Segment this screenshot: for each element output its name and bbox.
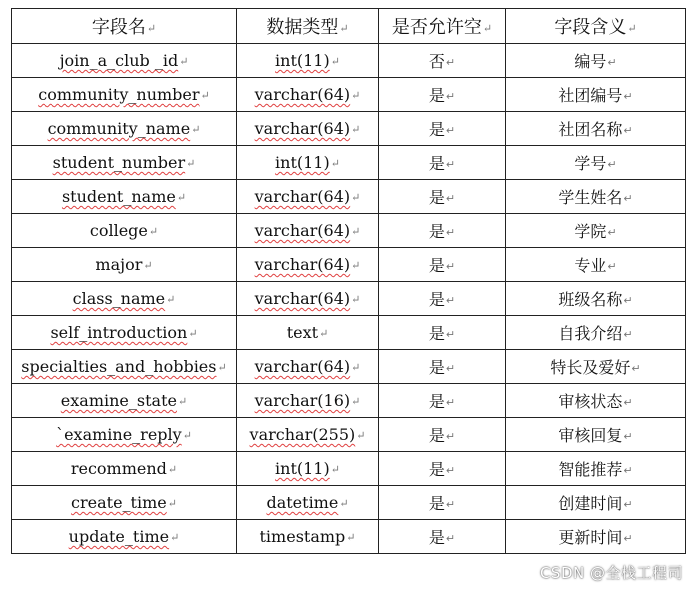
cell-meaning-text: 更新时间 [558, 528, 623, 547]
table-row [12, 214, 686, 248]
cell-meaning [506, 486, 686, 520]
paragraph-mark-icon: ↵ [445, 226, 456, 239]
table-row [12, 486, 686, 520]
cell-meaning [506, 520, 686, 554]
cell-field-name-text: college [89, 221, 148, 240]
cell-data-type-text: varchar(64) [254, 119, 351, 138]
paragraph-mark-icon: ↵ [623, 90, 633, 103]
paragraph-mark-icon: ↵ [346, 531, 356, 544]
header-data-type-label: 数据类型 [266, 17, 339, 38]
cell-data-type-text: timestamp [259, 527, 346, 546]
cell-nullable-text: 是 [428, 358, 445, 377]
cell-field-name [12, 520, 237, 554]
cell-meaning [506, 282, 686, 316]
cell-field-name [12, 146, 237, 180]
paragraph-mark-icon: ↵ [627, 22, 637, 35]
cell-meaning [506, 316, 686, 350]
cell-field-name-text: class_name [72, 289, 166, 308]
cell-meaning-text: 学生姓名 [558, 188, 623, 207]
paragraph-mark-icon: ↵ [146, 22, 157, 35]
paragraph-mark-icon: ↵ [356, 429, 366, 442]
paragraph-mark-icon: ↵ [339, 22, 349, 35]
cell-meaning [506, 452, 686, 486]
header-field-name [12, 9, 237, 44]
paragraph-mark-icon: ↵ [445, 294, 456, 307]
cell-meaning [506, 418, 686, 452]
paragraph-mark-icon: ↵ [623, 328, 633, 341]
cell-field-name-text: major [95, 255, 143, 274]
cell-data-type-text: int(11) [275, 459, 330, 478]
cell-meaning [506, 146, 686, 180]
table-row [12, 112, 686, 146]
cell-field-name [12, 452, 237, 486]
cell-field-name-text: recommend [70, 459, 167, 478]
paragraph-mark-icon: ↵ [351, 361, 361, 374]
cell-meaning-text: 审核状态 [558, 392, 623, 411]
cell-data-type [237, 384, 379, 418]
paragraph-mark-icon: ↵ [445, 498, 456, 511]
cell-nullable [379, 112, 506, 146]
cell-field-name-text: specialties_and_hobbies [21, 357, 217, 376]
table-row [12, 418, 686, 452]
paragraph-mark-icon: ↵ [445, 192, 456, 205]
paragraph-mark-icon: ↵ [179, 55, 189, 68]
table-row [12, 282, 686, 316]
cell-data-type [237, 486, 379, 520]
header-meaning-label: 字段含义 [554, 17, 627, 38]
cell-field-name-text: join_a_club _id [59, 51, 179, 70]
cell-meaning [506, 350, 686, 384]
paragraph-mark-icon: ↵ [351, 225, 361, 238]
paragraph-mark-icon: ↵ [167, 497, 177, 510]
cell-field-name-text: student_name [61, 187, 176, 206]
cell-nullable [379, 180, 506, 214]
paragraph-mark-icon: ↵ [330, 463, 340, 476]
paragraph-mark-icon: ↵ [445, 158, 456, 171]
cell-nullable-text: 是 [428, 392, 445, 411]
cell-field-name-text: examine_state [60, 391, 177, 410]
cell-meaning-text: 智能推荐 [558, 460, 623, 479]
cell-nullable [379, 350, 506, 384]
cell-nullable [379, 452, 506, 486]
paragraph-mark-icon: ↵ [351, 89, 361, 102]
paragraph-mark-icon: ↵ [351, 259, 361, 272]
paragraph-mark-icon: ↵ [445, 430, 456, 443]
paragraph-mark-icon: ↵ [200, 89, 210, 102]
cell-field-name-text: self_introduction [50, 323, 188, 342]
cell-field-name-text: student_number [52, 153, 186, 172]
cell-meaning [506, 214, 686, 248]
cell-field-name-text: `examine_reply [56, 425, 182, 444]
cell-data-type-text: varchar(64) [254, 221, 351, 240]
paragraph-mark-icon: ↵ [445, 124, 456, 137]
paragraph-mark-icon: ↵ [445, 328, 456, 341]
paragraph-mark-icon: ↵ [445, 90, 456, 103]
cell-data-type-text: varchar(16) [254, 391, 351, 410]
cell-field-name [12, 44, 237, 78]
cell-data-type [237, 112, 379, 146]
cell-field-name [12, 350, 237, 384]
paragraph-mark-icon: ↵ [351, 123, 361, 136]
paragraph-mark-icon: ↵ [186, 157, 196, 170]
cell-meaning [506, 180, 686, 214]
paragraph-mark-icon: ↵ [330, 157, 340, 170]
paragraph-mark-icon: ↵ [177, 395, 188, 408]
cell-meaning-text: 学号 [574, 154, 607, 173]
paragraph-mark-icon: ↵ [607, 158, 617, 171]
cell-data-type-text: varchar(64) [254, 85, 351, 104]
cell-data-type [237, 452, 379, 486]
cell-data-type [237, 316, 379, 350]
cell-data-type [237, 350, 379, 384]
cell-meaning-text: 专业 [574, 256, 607, 275]
cell-field-name [12, 282, 237, 316]
cell-data-type [237, 214, 379, 248]
cell-field-name [12, 180, 237, 214]
cell-nullable-text: 是 [428, 256, 445, 275]
cell-nullable-text: 是 [428, 120, 445, 139]
table-row [12, 180, 686, 214]
cell-meaning-text: 自我介绍 [558, 324, 623, 343]
table-row [12, 146, 686, 180]
header-field-name-label: 字段名 [91, 17, 146, 38]
cell-nullable [379, 384, 506, 418]
paragraph-mark-icon: ↵ [176, 191, 187, 204]
cell-nullable-text: 是 [428, 460, 445, 479]
cell-field-name-text: community_name [47, 119, 191, 138]
cell-nullable [379, 146, 506, 180]
cell-nullable [379, 486, 506, 520]
table-header-row [12, 9, 686, 44]
paragraph-mark-icon: ↵ [445, 464, 456, 477]
paragraph-mark-icon: ↵ [623, 192, 633, 205]
csdn-watermark: CSDN @全栈工程司 [539, 564, 683, 582]
cell-field-name [12, 486, 237, 520]
table-row [12, 316, 686, 350]
paragraph-mark-icon: ↵ [445, 56, 456, 69]
cell-meaning-text: 学院 [574, 222, 607, 241]
cell-nullable-text: 是 [428, 188, 445, 207]
header-data-type [237, 9, 379, 44]
cell-field-name [12, 214, 237, 248]
cell-field-name [12, 112, 237, 146]
cell-meaning [506, 384, 686, 418]
cell-data-type [237, 44, 379, 78]
table-body [12, 44, 686, 554]
cell-nullable [379, 214, 506, 248]
paragraph-mark-icon: ↵ [167, 463, 178, 476]
cell-nullable [379, 78, 506, 112]
cell-meaning [506, 44, 686, 78]
paragraph-mark-icon: ↵ [623, 430, 633, 443]
cell-data-type-text: varchar(64) [254, 357, 351, 376]
cell-nullable-text: 是 [428, 154, 445, 173]
cell-nullable-text: 是 [428, 222, 445, 241]
cell-data-type-text: int(11) [275, 51, 330, 70]
table-row [12, 44, 686, 78]
cell-nullable-text: 是 [428, 290, 445, 309]
cell-nullable-text: 是 [428, 86, 445, 105]
cell-field-name-text: community_number [38, 85, 200, 104]
cell-data-type [237, 282, 379, 316]
cell-nullable [379, 418, 506, 452]
cell-meaning-text: 审核回复 [558, 426, 623, 445]
paragraph-mark-icon: ↵ [182, 429, 192, 442]
cell-field-name-text: update_time [68, 527, 170, 546]
paragraph-mark-icon: ↵ [191, 123, 201, 136]
cell-meaning-text: 特长及爱好 [550, 358, 631, 377]
cell-data-type [237, 180, 379, 214]
paragraph-mark-icon: ↵ [148, 225, 159, 238]
cell-data-type [237, 78, 379, 112]
paragraph-mark-icon: ↵ [623, 124, 633, 137]
table-row [12, 384, 686, 418]
cell-nullable [379, 44, 506, 78]
cell-meaning-text: 编号 [574, 52, 607, 71]
cell-data-type-text: varchar(64) [254, 255, 351, 274]
cell-field-name [12, 248, 237, 282]
paragraph-mark-icon: ↵ [607, 260, 617, 273]
cell-field-name-text: create_time [71, 493, 167, 512]
paragraph-mark-icon: ↵ [623, 532, 633, 545]
cell-nullable [379, 520, 506, 554]
table-row [12, 350, 686, 384]
cell-data-type-text: varchar(64) [254, 187, 351, 206]
cell-nullable-text: 是 [428, 426, 445, 445]
paragraph-mark-icon: ↵ [607, 226, 617, 239]
paragraph-mark-icon: ↵ [351, 191, 361, 204]
paragraph-mark-icon: ↵ [330, 55, 340, 68]
paragraph-mark-icon: ↵ [319, 327, 329, 340]
cell-data-type-text: varchar(64) [254, 289, 351, 308]
cell-nullable [379, 282, 506, 316]
cell-data-type-text: varchar(255) [249, 425, 356, 444]
field-definition-table [11, 8, 686, 554]
cell-field-name [12, 316, 237, 350]
cell-meaning-text: 社团编号 [558, 86, 623, 105]
paragraph-mark-icon: ↵ [170, 531, 180, 544]
cell-nullable-text: 是 [428, 528, 445, 547]
header-meaning [506, 9, 686, 44]
cell-nullable [379, 248, 506, 282]
cell-meaning-text: 班级名称 [558, 290, 623, 309]
paragraph-mark-icon: ↵ [143, 259, 153, 272]
table-row [12, 452, 686, 486]
paragraph-mark-icon: ↵ [166, 293, 176, 306]
cell-nullable-text: 是 [428, 324, 445, 343]
cell-meaning-text: 社团名称 [558, 120, 623, 139]
paragraph-mark-icon: ↵ [623, 498, 633, 511]
paragraph-mark-icon: ↵ [188, 327, 198, 340]
paragraph-mark-icon: ↵ [445, 396, 456, 409]
cell-data-type [237, 520, 379, 554]
table-row [12, 78, 686, 112]
paragraph-mark-icon: ↵ [482, 22, 493, 35]
cell-data-type [237, 146, 379, 180]
cell-data-type [237, 248, 379, 282]
paragraph-mark-icon: ↵ [339, 497, 349, 510]
paragraph-mark-icon: ↵ [445, 362, 456, 375]
cell-data-type-text: int(11) [275, 153, 330, 172]
paragraph-mark-icon: ↵ [445, 260, 456, 273]
paragraph-mark-icon: ↵ [217, 361, 227, 374]
cell-field-name [12, 418, 237, 452]
cell-data-type-text: text [286, 323, 319, 342]
cell-data-type [237, 418, 379, 452]
cell-nullable-text: 是 [428, 494, 445, 513]
paragraph-mark-icon: ↵ [351, 395, 361, 408]
cell-field-name [12, 384, 237, 418]
header-nullable-label: 是否允许空 [391, 17, 482, 38]
paragraph-mark-icon: ↵ [623, 464, 633, 477]
paragraph-mark-icon: ↵ [445, 532, 456, 545]
paragraph-mark-icon: ↵ [623, 294, 633, 307]
table-row [12, 520, 686, 554]
paragraph-mark-icon: ↵ [351, 293, 361, 306]
cell-field-name [12, 78, 237, 112]
cell-meaning [506, 248, 686, 282]
table-row [12, 248, 686, 282]
paragraph-mark-icon: ↵ [631, 362, 641, 375]
paragraph-mark-icon: ↵ [623, 396, 633, 409]
cell-data-type-text: datetime [266, 493, 339, 512]
cell-meaning-text: 创建时间 [558, 494, 623, 513]
table-header [12, 9, 686, 44]
cell-nullable-text: 否 [428, 52, 445, 71]
header-nullable [379, 9, 506, 44]
paragraph-mark-icon: ↵ [607, 56, 617, 69]
cell-meaning [506, 78, 686, 112]
field-definition-table-container [11, 8, 685, 554]
cell-meaning [506, 112, 686, 146]
cell-nullable [379, 316, 506, 350]
